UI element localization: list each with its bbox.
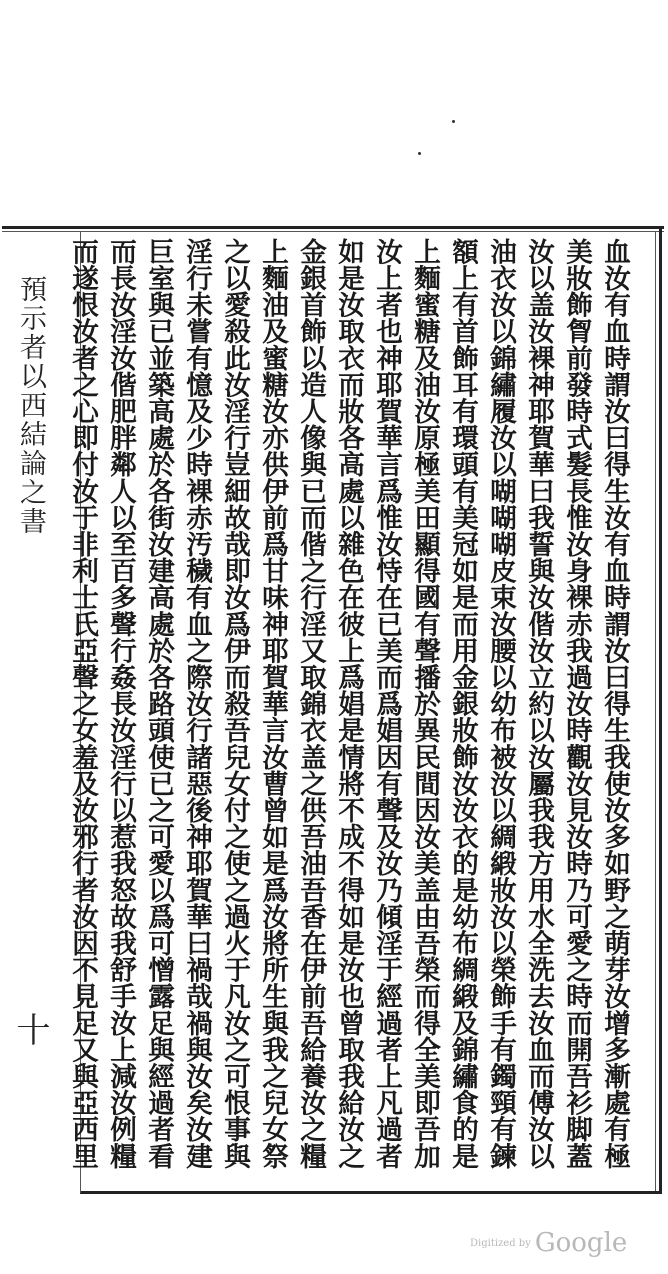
margin-book-title: 預示者以西結論之書 <box>15 275 46 536</box>
text-column-2: 美妝飾胷前發時式髮長惟汝身裸赤我過汝時觀汝見汝時乃可愛之時而開吾衫脚蓋 <box>561 238 592 1169</box>
text-column-8: 如是汝取衣而妝各高處以雜色在彼上爲娼是情將不成不得如是汝也曾取我給汝之 <box>333 238 364 1169</box>
text-column-5: 額上有首飾耳有環頭有美冠如是而用金銀妝飾汝汝衣的是幼布綢緞及錦繡食的是 <box>447 238 478 1169</box>
text-column-13: 巨室與已並築高處於各街汝建高處於各路頭使已之可愛以爲可憎露足與經過者看 <box>143 238 174 1169</box>
page-number: 十 <box>10 1012 50 1046</box>
speck <box>418 152 421 155</box>
frame-right-rule <box>659 226 662 1194</box>
watermark-logo-text: Google <box>534 1228 628 1258</box>
text-column-12: 淫行未嘗有憶及少時裸赤汚穢有血之際汝行諸惡後神耶賀華曰禍哉禍與汝矣汝建 <box>181 238 212 1169</box>
text-column-6: 上麵蜜糖及油汝原極美田顯得國有聲播於異民間因汝美盖由吾榮而得全美即吾加 <box>409 238 440 1169</box>
frame-bottom-rule <box>80 1191 662 1194</box>
text-column-4: 油衣汝以錦繡履汝以㗅㗅㗅皮束汝腰以幼布被汝以綢緞妝汝以榮飾手有鐲頸有鍊 <box>485 238 516 1169</box>
watermark-small-text: Digitized by <box>470 1237 531 1249</box>
frame-top-inner-rule <box>2 231 664 232</box>
frame-top-rule <box>2 226 664 229</box>
text-column-9: 金銀首飾以造人像與已而偕之行淫又取錦衣盖之供吾油吾香在伊前吾給養汝之糧 <box>295 238 326 1169</box>
frame-right-inner-rule <box>655 231 656 1191</box>
digitized-watermark <box>470 1228 627 1258</box>
text-column-1: 血汝有血時謂汝曰得生汝有血時謂汝曰得生我使汝多如野之萌芽汝增多漸處有極 <box>599 238 630 1169</box>
text-column-11: 之以愛殺此汝淫行豈細故哉即汝爲伊而殺吾兒女付之使之過火于凡汝之可恨事與 <box>219 238 250 1169</box>
text-column-3: 汝以盖汝裸神耶賀華曰我誓與汝偕汝立約以汝屬我我方用水全洗去汝血而傅汝以 <box>523 238 554 1169</box>
text-column-10: 上麵油及蜜糖汝亦供伊前爲甘味神耶賀華言汝曹曾如是爲汝將所生與我之兒女祭 <box>257 238 288 1169</box>
text-column-7: 汝上者也神耶賀華言爲惟汝恃在已美而爲娼因有聲及汝乃傾淫于經過者上凡過者 <box>371 238 402 1169</box>
text-column-15: 而遂恨汝者之心即付汝于非利士氏亞聲之女羞及汝邪行者汝因不見足又與亞西里 <box>67 238 98 1169</box>
text-column-14: 而長汝淫汝偕肥胖鄰人以至百多聲行姦長汝淫行以惹我怒故我舒手汝上減汝例糧 <box>105 238 136 1169</box>
speck <box>452 120 455 123</box>
